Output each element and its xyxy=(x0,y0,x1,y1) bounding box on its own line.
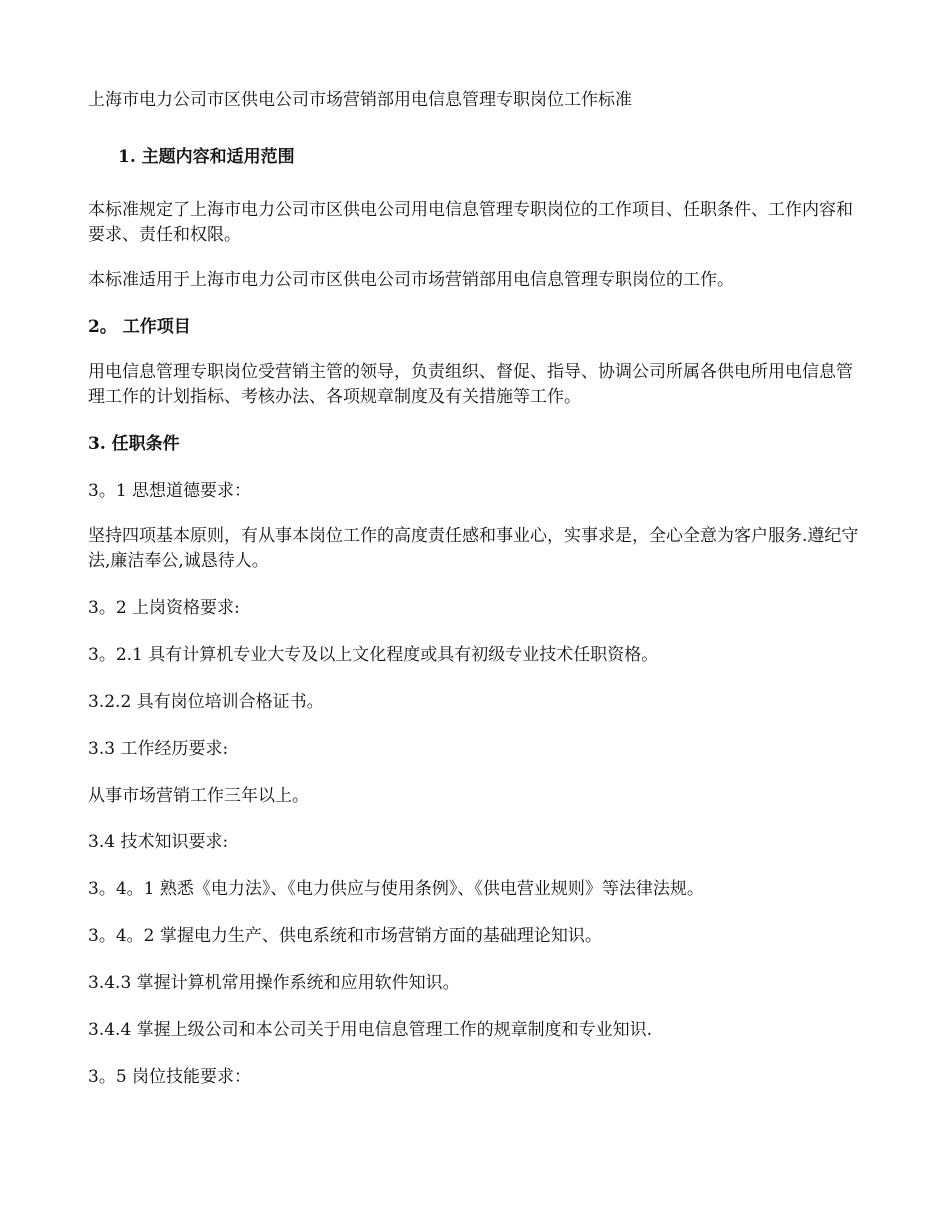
item-3-2-2: 3.2.2 具有岗位培训合格证书。 xyxy=(88,692,324,712)
section-1-heading: 1. 主题内容和适用范围 xyxy=(118,147,295,167)
document-title: 上海市电力公司市区供电公司市场营销部用电信息管理专职岗位工作标准 xyxy=(88,90,632,110)
subsection-3-3-text: 从事市场营销工作三年以上。 xyxy=(88,786,309,806)
scope-paragraph-2: 本标准适用于上海市电力公司市区供电公司市场营销部用电信息管理专职岗位的工作。 xyxy=(88,270,734,290)
section-3-heading: 3. 任职条件 xyxy=(88,434,180,454)
scope-paragraph-1: 本标准规定了上海市电力公司市区供电公司用电信息管理专职岗位的工作项目、任职条件、工作内容和要求、责任和权限。 xyxy=(88,200,853,245)
item-3-4-3: 3.4.3 掌握计算机常用操作系统和应用软件知识。 xyxy=(88,973,460,993)
subsection-3-4-heading: 3.4 技术知识要求: xyxy=(88,832,229,852)
section-2-heading: 2。 工作项目 xyxy=(88,317,191,337)
item-3-4-4: 3.4.4 掌握上级公司和本公司关于用电信息管理工作的规章制度和专业知识. xyxy=(88,1020,653,1040)
item-3-2-1: 3。2.1 具有计算机专业大专及以上文化程度或具有初级专业技术任职资格。 xyxy=(88,645,659,665)
subsection-3-1-heading: 3。1 思想道德要求： xyxy=(88,481,252,501)
subsection-3-2-heading: 3。2 上岗资格要求: xyxy=(88,598,240,618)
item-3-4-1: 3。4。1 熟悉《电力法》、《电力供应与使用条例》、《供电营业规则》等法律法规。 xyxy=(88,879,704,899)
item-3-4-2: 3。4。2 掌握电力生产、供电系统和市场营销方面的基础理论知识。 xyxy=(88,926,602,946)
subsection-3-5-heading: 3。5 岗位技能要求： xyxy=(88,1067,252,1087)
subsection-3-1-text: 坚持四项基本原则，有从事本岗位工作的高度责任感和事业心，实事求是，全心全意为客户服务.遵纪守法,廉洁奉公,诚恳待人。 xyxy=(88,526,859,571)
subsection-3-3-heading: 3.3 工作经历要求: xyxy=(88,739,229,759)
work-items-paragraph: 用电信息管理专职岗位受营销主管的领导，负责组织、督促、指导、协调公司所属各供电所用电信息管理工作的计划指标、考核办法、各项规章制度及有关措施等工作。 xyxy=(88,362,853,407)
